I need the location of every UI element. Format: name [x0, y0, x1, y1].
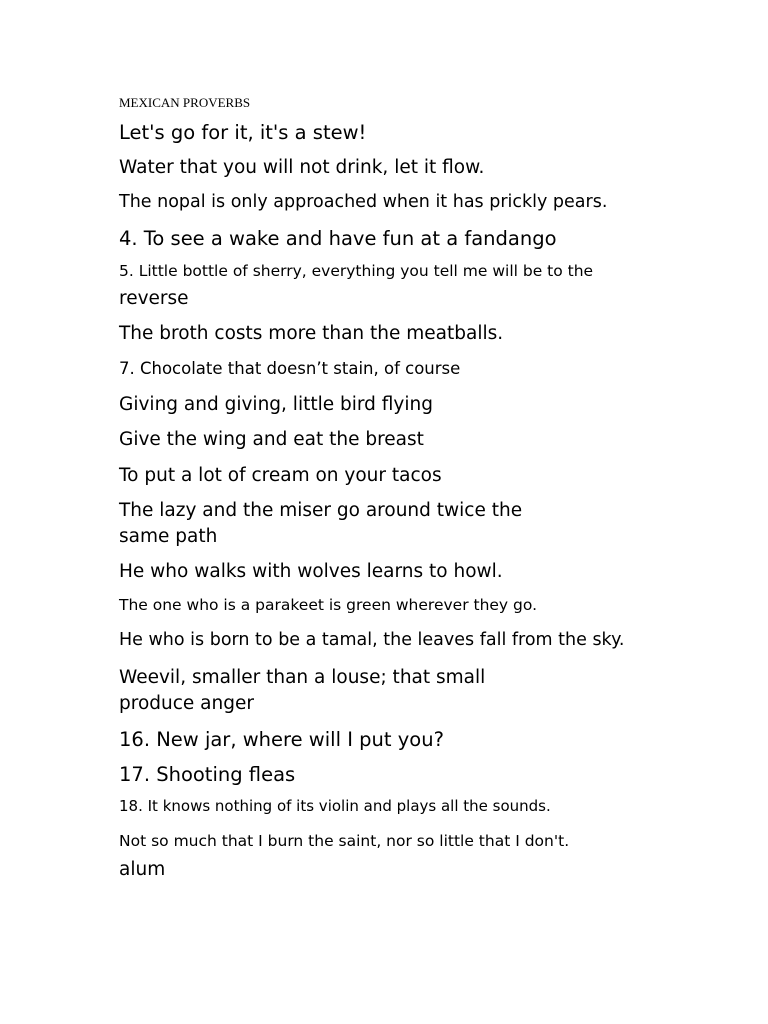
proverb-line-continuation: same path — [119, 526, 218, 547]
proverb-line: Let's go for it, it's a stew! — [119, 121, 367, 144]
proverb-line: 5. Little bottle of sherry, everything you tell me will be to the — [119, 262, 594, 280]
proverb-line: Give the wing and eat the breast — [119, 429, 424, 450]
proverb-line: The broth costs more than the meatballs. — [119, 323, 504, 344]
proverb-line-continuation: reverse — [119, 288, 189, 309]
proverb-line: To put a lot of cream on your tacos — [119, 465, 442, 486]
proverb-line: Not so much that I burn the saint, nor so little that I don't. — [119, 832, 570, 850]
proverb-line: The lazy and the miser go around twice the — [119, 500, 523, 521]
proverb-line: He who is born to be a tamal, the leaves fall from the sky. — [119, 630, 625, 650]
proverb-line: The nopal is only approached when it has prickly pears. — [119, 192, 608, 212]
proverb-line-continuation: produce anger — [119, 693, 254, 714]
proverb-line: 4. To see a wake and have fun at a fandango — [119, 227, 557, 250]
proverb-line: He who walks with wolves learns to howl. — [119, 561, 503, 582]
proverb-line-continuation: alum — [119, 859, 166, 880]
proverb-line: 17. Shooting fleas — [119, 763, 296, 786]
proverb-line: Water that you will not drink, let it flow. — [119, 157, 485, 178]
proverb-line: 7. Chocolate that doesn’t stain, of course — [119, 359, 461, 378]
proverb-line: Giving and giving, little bird flying — [119, 394, 433, 415]
proverb-line: 16. New jar, where will I put you? — [119, 728, 444, 751]
document-heading: MEXICAN PROVERBS — [119, 95, 251, 110]
proverb-line: Weevil, smaller than a louse; that small — [119, 667, 486, 688]
proverb-line: The one who is a parakeet is green wherever they go. — [119, 596, 538, 614]
proverb-line: 18. It knows nothing of its violin and plays all the sounds. — [119, 797, 551, 815]
